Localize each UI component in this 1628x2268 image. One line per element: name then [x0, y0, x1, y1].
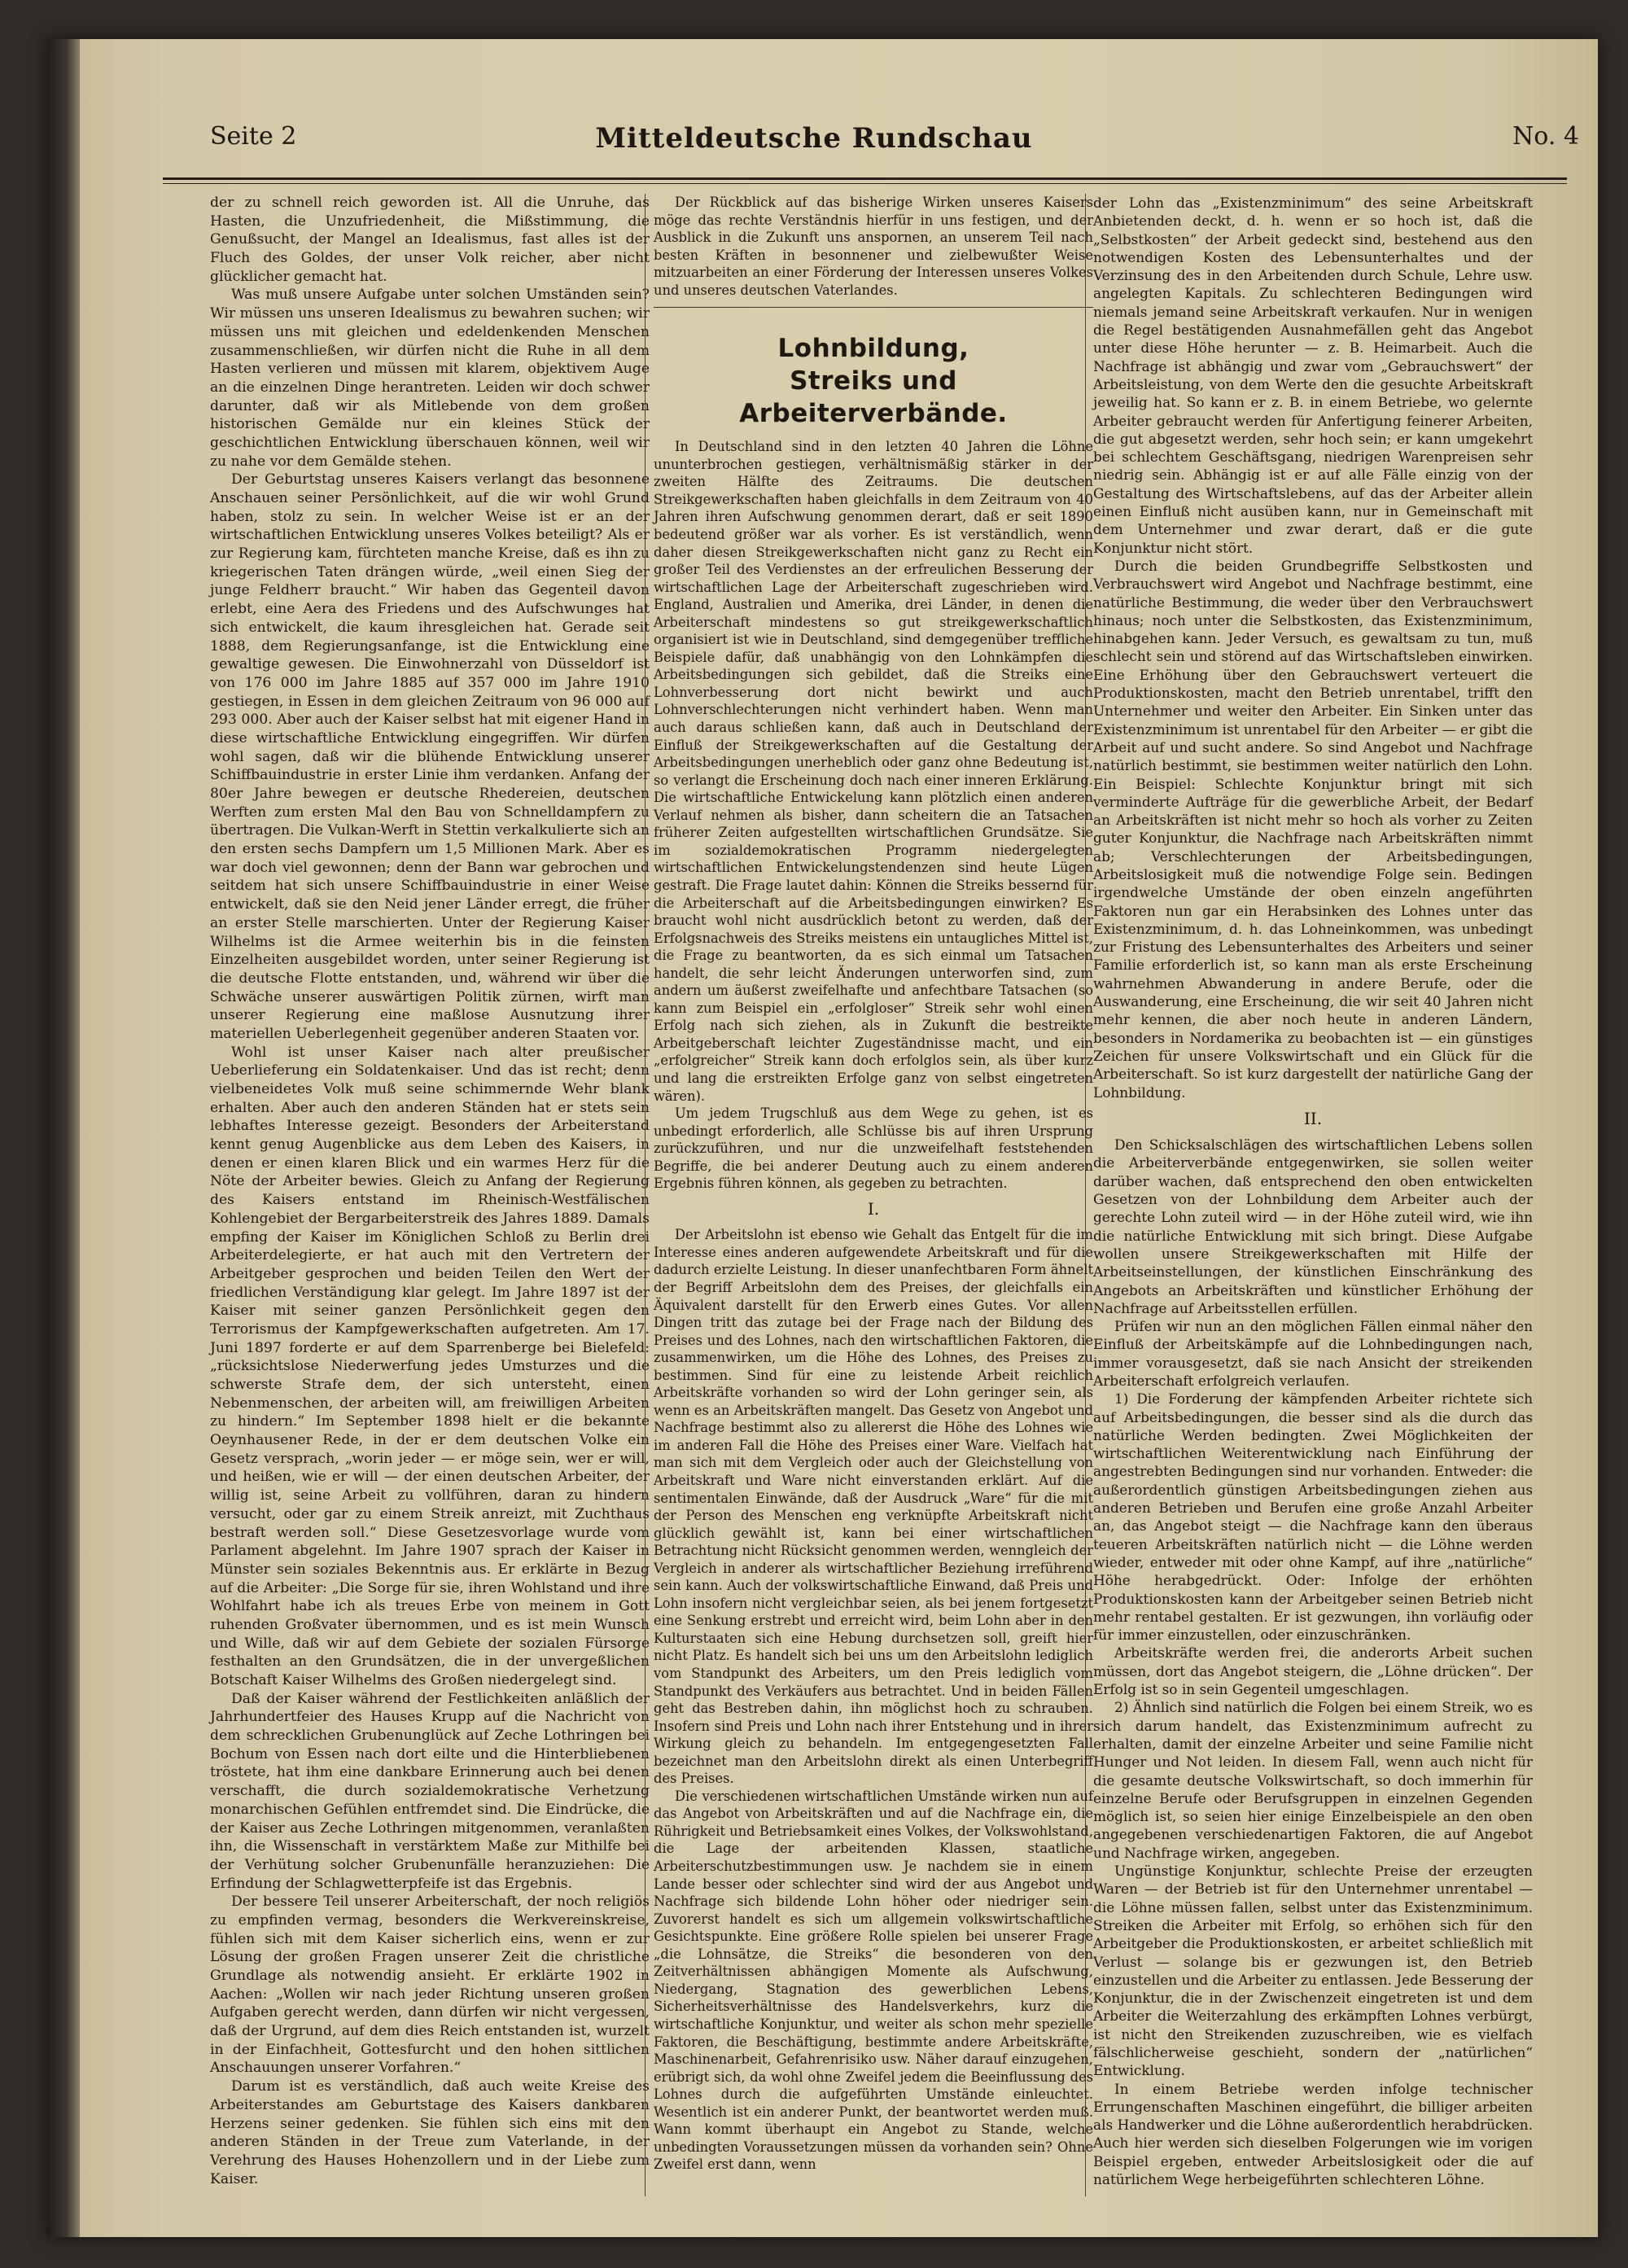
paragraph: In Deutschland sind in den letzten 40 Jahren die Löhne ununterbrochen gestiegen, verhältnismäßig stärker in der zweiten Hälfte des Zeitraums. Die deutschen Streikgewerkschaften haben gleichfalls in dem Zeitraum von 40 Jahren ihren Aufschwung genommen derart, daß er seit 1890 bedeutend größer war als vorher. Es ist verständlich, wenn daher diesen Streikgewerkschaften nicht ganz zu Recht ein großer Teil des Verdienstes an der erfreulichen Besserung der wirtschaftlichen Lage der Arbeiterschaft zugeschrieben wird. England, Australien und Amerika, drei Länder, in denen die Arbeiterschaft mindestens so gut streikgewerkschaftlich organisiert ist wie in Deutschland, sind demgegenüber treffliche Beispiele dafür, daß unabhängig von den Lohnkämpfen die Arbeitsbedingungen sich gebildet, daß die Streiks eine Lohnverbesserung dort nicht bewirkt und auch Lohnverschlechterungen nicht verhindert haben. Wenn man auch daraus schließen kann, daß auch in Deutschland der Einfluß der Streikgewerkschaften auf die Gestaltung der Arbeitsbedingungen unerheblich oder ganz ohne Bedeutung ist, so verlangt die Erscheinung doch nach einer inneren Erklärung. Die wirtschaftliche Entwickelung kann plötzlich einen anderen Verlauf nehmen als bisher, dann scheitern die an Tatsachen früherer Zeiten aufgestellten wirtschaftlichen Grundsätze. Sie im sozialdemokratischen Programm niedergelegten wirtschaftlichen Entwickelungstendenzen sind heute Lügen gestraft. Die Frage lautet dahin: Können die Streiks bessernd für die Arbeiterschaft auf die Arbeitsbedingungen einwirken? Es braucht wohl nicht ausdrücklich betont zu werden, daß der Erfolgsnachweis des Streiks meistens ein untaugliches Mittel ist, die Frage zu beantworten, da es sich einmal um Tatsachen handelt, die sehr leicht Änderungen unterworfen sind, zum andern um äußerst zweifelhafte und anfechtbare Tatsachen (so kann zum Beispiel ein „erfolgloser“ Streik sehr wohl einen Erfolg nach sich ziehen, als in Zukunft die bestreikte Arbeitgeberschaft leichter Zugeständnisse macht, und ein „erfolgreicher“ Streik kann doch erfolglos sein, als über kurz und lang die erstreikten Erfolge ganz von selbst eingetreten wären). — [654, 439, 1093, 1104]
paragraph: Durch die beiden Grundbegriffe Selbstkosten und Verbrauchswert wird Angebot und Nachfrage bestimmt, eine natürliche Bestimmung, die weder über den Verbrauchswert hinaus; noch unter die Selbstkosten, das Existenzminimum, hinabgehen kann. Jeder Versuch, es gewaltsam zu tun, muß schlecht sein und störend auf das Wirtschaftsleben einwirken. Eine Erhöhung über den Gebrauchswert verteuert die Produktionskosten, macht den Betrieb unrentabel, trifft den Unternehmer und weiter den Arbeiter. Ein Sinken unter das Existenzminimum ist unrentabel für den Arbeiter — er gibt die Arbeit auf und sucht andere. So sind Angebot und Nachfrage natürlich bestimmt, sie bestimmen weiter natürlich den Lohn. Ein Beispiel: Schlechte Konjunktur bringt mit sich verminderte Aufträge für die gewerbliche Arbeit, der Bedarf an Arbeitskräften ist nicht mehr so hoch als vorher zu Zeiten guter Konjunktur, die Nachfrage nach Arbeitskräften nimmt ab; Verschlechterungen der Arbeitsbedingungen, Arbeitslosigkeit muß die notwendige Folge sein. Bedingen irgendwelche Umstände der oben einzeln angeführten Faktoren nun gar ein Herabsinken des Lohnes unter das Existenzminimum, d. h. das Lohneinkommen, was unbedingt zur Fristung des Lebensunterhaltes des Arbeiters und seiner Familie erforderlich ist, so kann man als erste Erscheinung wahrnehmen Abwanderung in andere Berufe, oder die Auswanderung, eine Erscheinung, die wir seit 40 Jahren nicht mehr kennen, die aber noch heute in anderen Ländern, besonders in Nordamerika zu beobachten ist — ein günstiges Zeichen für unsere Volkswirtschaft und ein Glück für die Arbeiterschaft. So ist kurz dargestellt der natürliche Gang der Lohnbildung. — [1093, 557, 1533, 1101]
book-binding — [47, 39, 80, 2237]
paragraph: Der bessere Teil unserer Arbeiterschaft, der noch religiös zu empfinden vermag, besonders die Werkvereinskreise, fühlen sich mit dem Kaiser sicherlich eins, wenn er zur Lösung der großen Fragen unserer Zeit die christliche Grundlage als notwendig ansieht. Er erklärte 1902 in Aachen: „Wollen wir nach jeder Richtung unseren großen Aufgaben gerecht werden, dann dürfen wir nicht vergessen, daß der Urgrund, auf dem dies Reich entstanden ist, wurzelt in der Einfachheit, Gottesfurcht und den hohen sittlichen Anschauungen unserer Vorfahren.“ — [210, 1894, 650, 2077]
paragraph: Ungünstige Konjunktur, schlechte Preise der erzeugten Waren — der Betrieb ist für den Unternehmer unrentabel — die Löhne müssen fallen, selbst unter das Existenzminimum. Streiken die Arbeiter mit Erfolg, so erhöhen sich für den Arbeitgeber die Produktionskosten, er arbeitet schließlich mit Verlust — solange bis er gezwungen ist, den Betrieb einzustellen und die Arbeiter zu entlassen. Jede Besserung der Konjunktur, die in der Zwischenzeit eingetreten ist und dem Arbeiter die Weiterzahlung des erkämpften Lohnes verbürgt, ist nicht den Streikenden zuzuschreiben, wie es vielfach fälschlicherweise geschieht, sondern der „natürlichen“ Entwicklung. — [1093, 1863, 1533, 2079]
paragraph: Der Rückblick auf das bisherige Wirken unseres Kaisers möge das rechte Verständnis hierfür in uns festigen, und der Ausblick in die Zukunft uns anspornen, an unserem Teil nach besten Kräften in besonnener und zielbewußter Weise mitzuarbeiten an einer Förderung der Interessen unseres Volkes und unseres deutschen Vaterlandes. — [654, 195, 1093, 298]
paragraph: 1) Die Forderung der kämpfenden Arbeiter richtete sich auf Arbeitsbedingungen, die besser sind als die durch das natürliche Werden bedingten. Zwei Möglichkeiten der wirtschaftlichen Weiterentwicklung nach Einführung der angestrebten Bedingungen sind nur vorhanden. Entweder: die außerordentlich günstigen Arbeitsbedingungen ziehen aus anderen Betrieben und Berufen eine große Anzahl Arbeiter an, das Angebot steigt — die Nachfrage kann den überaus teueren Arbeitskräften natürlich nicht — die Löhne werden wieder, entweder mit oder ohne Kampf, auf ihre „natürliche“ Höhe herabgedrückt. Oder: Infolge der erhöhten Produktionskosten kann der Arbeitgeber seinen Betrieb nicht mehr rentabel gestalten. Er ist gezwungen, ihn vorläufig oder für immer einzustellen, oder einzuschränken. — [1093, 1390, 1533, 1644]
paragraph: 2) Ähnlich sind natürlich die Folgen bei einem Streik, wo es sich darum handelt, das Existenzminimum aufrecht zu erhalten, damit der einzelne Arbeiter und seine Familie nicht Hunger und Not leiden. In diesem Fall, wenn auch nicht für die gesamte deutsche Volkswirtschaft, so doch immerhin für einzelne Berufe oder Berufsgruppen in einzelnen Gegenden möglich ist, so seien hier einige Einzelbeispiele an den oben angegebenen verschiedenartigen Faktoren, die auf Angebot und Nachfrage wirken, angegeben. — [1093, 1699, 1533, 1861]
paragraph: Prüfen wir nun an den möglichen Fällen einmal näher den Einfluß der Arbeitskämpfe auf die Lohnbedingungen nach, immer vorausgesetzt, daß sie nach Ansicht der streikenden Arbeiterschaft erfolgreich verlaufen. — [1093, 1318, 1533, 1389]
issue-number: No. 4 — [1512, 122, 1579, 151]
article-title-line: Streiks und Arbeiterverbände. — [739, 366, 1008, 429]
section-number: I. — [867, 1198, 880, 1219]
paragraph: In einem Betriebe werden infolge technischer Errungenschaften Maschinen eingeführt, die billiger arbeiten als Handwerker und die Löhne außerordentlich herabdrücken. Auch hier werden sich dieselben Folgerungen wie im vorigen Beispiel ergeben, entweder Arbeitslosigkeit oder die auf natürlichem Wege herbeigeführten schlechteren Löhne. — [1093, 2080, 1533, 2188]
paragraph: Wohl ist unser Kaiser nach alter preußischer Ueberlieferung ein Soldatenkaiser. Und das ist recht; denn vielbeneidetes Volk muß seine schimmernde Wehr blank erhalten. Aber auch den anderen Ständen hat er stets sein lebhaftes Interesse gezeigt. Besonders der Arbeiterstand kennt genug Augenblicke aus dem Leben des Kaisers, in denen er einen klaren Blick und ein warmes Herz für die Nöte der Arbeiter bewies. Gleich zu Anfang der Regierung des Kaisers entstand im Rheinisch-Westfälischen Kohlengebiet der Bergarbeiterstreik des Jahres 1889. Damals empfing der Kaiser im Königlichen Schloß zu Berlin drei Arbeiterdelegierte, er hat auch mit den Vertretern der Arbeitgeber gesprochen und beiden Teilen den Wert der friedlichen Verständigung klar gelegt. Im Jahre 1897 ist der Kaiser mit seiner ganzen Persönlichkeit gegen den Terrorismus der Kampfgewerkschaften aufgetreten. Am 17. Juni 1897 forderte er auf dem Sparrenberge bei Bielefeld: „rücksichtslose Niederwerfung jedes Umsturzes und die schwerste Strafe dem, der sich untersteht, einen Nebenmenschen, der arbeiten will, am freiwilligen Arbeiten zu hindern.“ Im September 1898 hielt er die bekannte Oeynhausener Rede, in der er dem deutschen Volke ein Gesetz versprach, „worin jeder — er möge sein, wer er will, und heißen, wie er will — der einen deutschen Arbeiter, der willig ist, seine Arbeit zu vollführen, daran zu hindern versucht, oder gar zu einem Streik anreizt, mit Zuchthaus bestraft werden soll.“ Diese Gesetzesvorlage wurde vom Parlament abgelehnt. Im Jahre 1907 sprach der Kaiser in Münster sein soziales Bekenntnis aus. Er erklärte in Bezug auf die Arbeiter: „Die Sorge für sie, ihren Wohlstand und ihre Wohlfahrt habe ich als treues Erbe von meinem in Gott ruhenden Großvater übernommen, und es ist mein Wunsch und Wille, daß wir auf dem Gebiete der sozialen Fürsorge festhalten an den Grundsätzen, die in der unvergeßlichen Botschaft Kaiser Wilhelms des Großen niedergelegt sind. — [210, 1044, 650, 1688]
section-number: II. — [1303, 1108, 1323, 1128]
header-rule — [163, 177, 1567, 180]
column-middle — [654, 194, 1093, 2174]
paragraph: Um jedem Trugschluß aus dem Wege zu gehen, ist es unbedingt erforderlich, alle Schlüsse bis auf ihren Ursprung zurückzuführen, und nur die unzweifelhaft feststehenden Begriffe, die bei anderer Deutung auch zu einem anderen Ergebnis führen können, als gegeben zu betrachten. — [654, 1106, 1093, 1192]
article-separator — [654, 307, 1093, 308]
column-right — [1093, 194, 1533, 2188]
paragraph: Darum ist es verständlich, daß auch weite Kreise des Arbeiterstandes am Geburtstage des Kaisers dankbaren Herzens seiner gedenken. Sie fühlen sich eins mit den anderen Ständen in der Treue zum Vaterlande, in der Verehrung des Hauses Hohenzollern und in der Liebe zum Kaiser. — [210, 2078, 650, 2187]
header-rule-thin — [163, 183, 1567, 184]
newspaper-title: Mitteldeutsche Rundschau — [595, 122, 1033, 155]
page-label: Seite 2 — [210, 122, 297, 151]
paragraph: Der Geburtstag unseres Kaisers verlangt das besonnene Anschauen seiner Persönlichkeit, auf die wir wohl Grund haben, stolz zu sein. In welcher Weise ist er an der wirtschaftlichen Entwicklung unseres Volkes beteiligt? Als er zur Regierung kam, fürchteten manche Kreise, daß es ihn zu kriegerischen Taten drängen würde, „weil einen Sieg der junge Feldherr braucht.“ Wir haben das Gegenteil davon erlebt, eine Aera des Friedens und des Aufschwunges hat sich entwickelt, die kaum ihresgleichen hat. Gerade seit 1888, dem Regierungsanfange, ist die Entwicklung eine gewaltige gewesen. Die Einwohnerzahl von Düsseldorf ist von 176 000 im Jahre 1885 auf 357 000 im Jahre 1910 gestiegen, in Essen in dem gleichen Zeitraum von 96 000 auf 293 000. Aber auch der Kaiser selbst hat mit eigener Hand in diese wirtschaftliche Entwicklung eingegriffen. Wir dürfen wohl sagen, daß wir die blühende Entwicklung unserer Schiffbauindustrie in erster Linie ihm verdanken. Anfang der 80er Jahre bewegen er deutsche Rhedereien, deutschen Werften zum ersten Mal den Bau von Schnelldampfern zu übertragen. Die Vulkan-Werft in Stettin verkalkulierte sich an den ersten sechs Dampfern um 1,5 Millionen Mark. Aber es war doch viel gewonnen; denn der Bann war gebrochen und seitdem hat sich unsere Schiffbauindustrie in einer Weise entwickelt, daß sie den Neid jener Länder erregt, die früher an erster Stelle marschierten. Unter der Regierung Kaiser Wilhelms ist die Armee weiterhin bis in die feinsten Einzelheiten ausgebildet worden, unter seiner Regierung ist die deutsche Flotte entstanden, und, während wir über die Schwäche unserer auswärtigen Politik zürnen, wirft man unserer Regierung eine maßlose Ausnutzung ihrer materiellen Ueberlegenheit gegenüber anderen Staaten vor. — [210, 471, 650, 1042]
article-title-line: Lohnbildung, — [777, 334, 969, 364]
paragraph: der Lohn das „Existenzminimum“ des seine Arbeitskraft Anbietenden deckt, d. h. wenn er so hoch ist, daß die „Selbstkosten“ der Arbeit gedeckt sind, bestehend aus den notwendigen Kosten des Lebensunterhaltes und der Verzinsung des in den Arbeitenden durch Schule, Lehre usw. angelegten Kapitals. Zu schlechteren Bedingungen wird niemals jemand seine Arbeitskraft verkaufen. Nur in wenigen die Regel bestätigenden Ausnahmefällen geht das Angebot unter diese Höhe herunter — z. B. Heimarbeit. Auch die Nachfrage ist abhängig und zwar vom „Gebrauchswert“ der Arbeitsleistung, von dem Werte den die gesuchte Arbeitskraft jeweilig hat. So kann er z. B. in einem Betriebe, wo gelernte Arbeiter gebraucht werden für Anfertigung feinerer Arbeiten, die gut abgesetzt werden, sehr hoch sein; er kann umgekehrt bei schlechtem Geschäftsgang, niedrigen Warenpreisen sehr niedrig sein. Abhängig ist er auf alle Fälle einzig von der Gestaltung des Wirtschaftslebens, auf das der Arbeiter allein einen Einfluß nicht ausüben kann, nur in Gemeinschaft mit dem Unternehmer und zwar derart, daß er die gute Konjunktur nicht stört. — [1093, 195, 1533, 556]
paragraph: Was muß unsere Aufgabe unter solchen Umständen sein? Wir müssen uns unseren Idealismus zu bewahren suchen; wir müssen uns mit gleichen und edeldenkenden Menschen zusammenschließen, wir dürfen nicht die Ruhe in all dem Hasten verlieren und müssen mit klarem, objektivem Auge an die einzelnen Dinge herantreten. Leiden wir doch schwer darunter, daß wir als Mitlebende von dem großen historischen Gemälde nur ein kleines Stück der geschichtlichen Entwicklung überschauen können, weil wir zu nahe vor dem Gemälde stehen. — [210, 287, 650, 470]
paragraph: Daß der Kaiser während der Festlichkeiten anläßlich der Jahrhundertfeier des Hauses Krupp auf die Nachricht von dem schrecklichen Grubenunglück auf Zeche Lothringen bei Bochum von Essen nach dort eilte und die Hinterbliebenen tröstete, hat ihm eine dankbare Erinnerung auch bei denen verschafft, die durch sozialdemokratische Verhetzung monarchischen Gefühlen entfremdet sind. Die Eindrücke, die der Kaiser aus Zeche Lothringen mitgenommen, veranlaßten ihn, die Wissenschaft in verstärktem Maße zur Mithilfe bei der Verhütung solcher Grubenunfälle heranzuziehen: Die Erfindung der Schlagwetterpfeife ist das Ergebnis. — [210, 1690, 650, 1892]
article-title — [654, 332, 1093, 430]
paragraph: Die verschiedenen wirtschaftlichen Umstände wirken nun auf das Angebot von Arbeitskräften und auf die Nachfrage ein, die Rührigkeit und Betriebsamkeit eines Volkes, der Volkswohlstand, die Lage der arbeitenden Klassen, staatliche Arbeiterschutzbestimmungen usw. Je nachdem sie in einem Lande besser oder schlechter sind wird der aus Angebot und Nachfrage sich bildende Lohn höher oder niedriger sein. Zuvorerst handelt es sich um allgemein volkswirtschaftliche Gesichtspunkte. Eine größere Rolle spielen bei unserer Frage „die Lohnsätze, die Streiks“ die besonderen von den Zeitverhältnissen abhängigen Momente als Aufschwung, Niedergang, Stagnation des gewerblichen Lebens, Sicherheitsverhältnisse des Handelsverkehrs, kurz die wirtschaftliche Konjunktur, und weiter als schon mehr spezielle Faktoren, die Beschäftigung, bestimmte andere Arbeitskräfte, Maschinenarbeit, Gefahrenrisiko usw. Näher darauf einzugehen, erübrigt sich, da wohl ohne Zweifel jedem die Beeinflussung des Lohnes durch die aufgeführten Umstände einleuchtet. Wesentlich ist ein anderer Punkt, der beantwortet werden muß. Wann kommt überhaupt ein Angebot zu Stande, welche unbedingten Voraussetzungen müssen da vorhanden sein? Ohne Zweifel erst dann, wenn — [654, 1788, 1093, 2173]
paragraph: Arbeitskräfte werden frei, die anderorts Arbeit suchen müssen, dort das Angebot steigern, die „Löhne drücken“. Der Erfolg ist so in sein Gegenteil umgeschlagen. — [1093, 1644, 1533, 1698]
column-left — [210, 194, 650, 2188]
paragraph: Der Arbeitslohn ist ebenso wie Gehalt das Entgelt für die im Interesse eines anderen aufgewendete Arbeitskraft und für die dadurch erzielte Leistung. In dieser unanfechtbaren Form ähnelt der Begriff Arbeitslohn dem des Preises, der gleichfalls ein Äquivalent darstellt für den Erwerb eines Gutes. Vor allen Dingen tritt das zutage bei der Frage nach der Bildung des Preises und des Lohnes, nach den wirtschaftlichen Faktoren, die zusammenwirken, um die Höhe des Lohnes, des Preises zu bestimmen. Sind für eine zu leistende Arbeit reichlich Arbeitskräfte vorhanden so wird der Lohn geringer sein, als wenn es an Arbeitskräften mangelt. Das Gesetz von Angebot und Nachfrage bestimmt also zu allererst die Höhe des Lohnes wie im anderen Fall die Höhe des Preises einer Ware. Vielfach hat man sich mit dem Vergleich oder auch der Gleichstellung von Arbeitskraft und Ware nicht einverstanden erklärt. Auf die sentimentalen Einwände, daß der Ausdruck „Ware“ für die mit der Person des Menschen eng verknüpfte Arbeitskraft nicht glücklich gewählt ist, kann bei einer wirtschaftlichen Betrachtung nicht Rücksicht genommen werden, wenngleich der Vergleich in anderer als wirtschaftlicher Beziehung irreführend sein kann. Auch der volkswirtschaftliche Einwand, daß Preis und Lohn insofern nicht vergleichbar seien, als bei jenem fortgesetzt eine Senkung erstrebt und erreicht wird, beim Lohn aber in den Kulturstaaten sich eine Hebung durchsetzen soll, greift hier nicht Platz. Es handelt sich bei uns um den Arbeitslohn lediglich vom Standpunkt des Arbeiters, um den Preis lediglich vom Standpunkt des Verkäufers aus betrachtet. Und in beiden Fällen geht das Bestreben dahin, ihn möglichst hoch zu schrauben. Insofern sind Preis und Lohn nach ihrer Entstehung und in ihrer Wirkung gleich zu behandeln. Im entgegengesetzten Fall bezeichnet man den Arbeitslohn direkt als einen Unterbegriff des Preises. — [654, 1227, 1093, 1787]
paragraph: Den Schicksalschlägen des wirtschaftlichen Lebens sollen die Arbeiterverbände entgegenwirken, sie sollen weiter darüber wachen, daß entsprechend den oben entwickelten Gesetzen von der Lohnbildung dem Arbeiter auch der gerechte Lohn zuteil wird — in der Höhe zuteil wird, wie ihn die natürliche Entwicklung mit sich bringt. Diese Aufgabe wollen unsere Streikgewerkschaften mit Hilfe der Arbeitseinstellungen, der künstlichen Einschränkung des Angebots an Arbeitskräften und künstlicher Erhöhung der Nachfrage auf Arbeitsstellen erfüllen. — [1093, 1136, 1533, 1316]
paragraph: der zu schnell reich geworden ist. All die Unruhe, das Hasten, die Unzufriedenheit, die Mißstimmung, die Genußsucht, der Mangel an Idealismus, fast alles ist der Fluch des Goldes, der unser Volk reicher, aber nicht glücklicher gemacht hat. — [210, 195, 650, 285]
